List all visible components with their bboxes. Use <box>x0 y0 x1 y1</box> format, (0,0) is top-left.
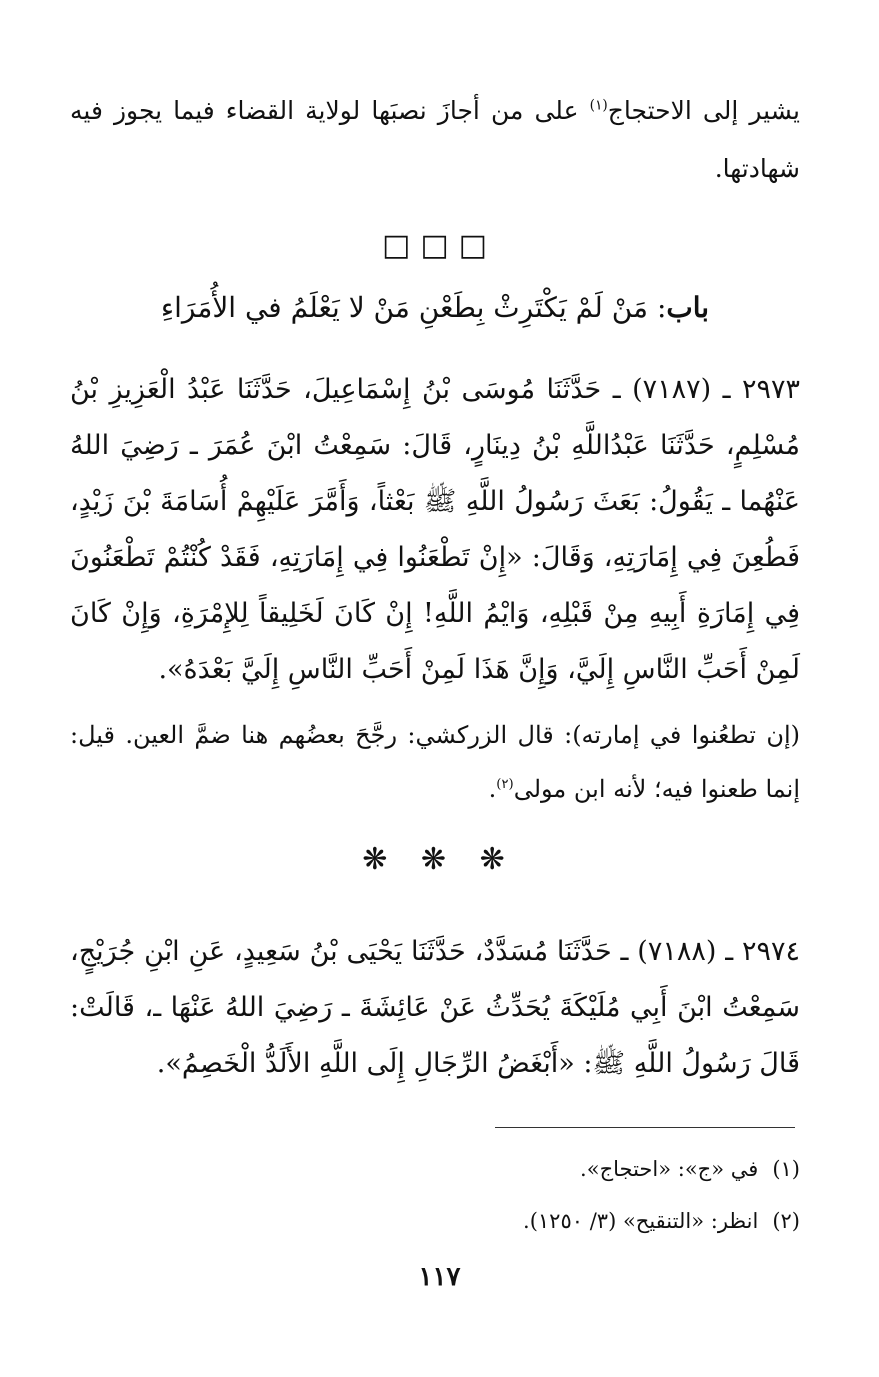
page-number: ١١٧ <box>418 1262 461 1292</box>
commentary-text-part2: . <box>488 775 497 803</box>
footnote-number: (١) <box>772 1157 800 1181</box>
hadith-paragraph-2974: ٢٩٧٤ ـ (٧١٨٨) ـ حَدَّثَنَا مُسَدَّدٌ، حَدَّثَنَا يَحْيَى بْنُ سَعِيدٍ، عَنِ ابْنِ جُرَيْجٍ، سَمِعْتُ ابْنَ أَبِي مُلَيْكَةَ يُحَدِّثُ عَنْ عَائِشَةَ ـ رَضِيَ اللهُ عَنْهَا ـ، قَالَتْ: قَالَ رَسُولُ اللَّهِ ﷺ: «أَبْغَضُ الرِّجَالِ إِلَى اللَّهِ الأَلَدُّ الْخَصِمُ». <box>70 936 801 1079</box>
commentary-paragraph <box>70 708 800 816</box>
footnote-marker-2: (٢) <box>496 777 514 792</box>
intro-text-part1: يشير إلى الاحتجاج <box>607 96 800 125</box>
footnote-divider <box>495 1127 795 1128</box>
footnote-number: (٢) <box>772 1209 800 1233</box>
section-separator-stars: ❋ ❋ ❋ <box>362 842 517 877</box>
chapter-title: : مَنْ لَمْ يَكْتَرِثْ بِطَعْنِ مَنْ لا يَعْلَمُ في الأُمَرَاءِ <box>160 291 667 324</box>
chapter-bab-label: باب <box>666 291 710 324</box>
footnote-text: في «ج»: «احتجاج». <box>580 1157 759 1181</box>
footnote-marker-1: (١) <box>589 97 608 114</box>
chapter-heading <box>70 288 800 328</box>
footnote-1 <box>70 1143 800 1195</box>
hadith-paragraph-2973: ٢٩٧٣ ـ (٧١٨٧) ـ حَدَّثَنَا مُوسَى بْنُ إِسْمَاعِيلَ، حَدَّثَنَا عَبْدُ الْعَزِيزِ بْنُ مُسْلِمٍ، حَدَّثَنَا عَبْدُاللَّهِ بْنُ دِينَارٍ، قَالَ: سَمِعْتُ ابْنَ عُمَرَ ـ رَضِيَ اللهُ عَنْهُما ـ يَقُولُ: بَعَثَ رَسُولُ اللَّهِ ﷺ بَعْثاً، وَأَمَّرَ عَلَيْهِمْ أُسَامَةَ بْنَ زَيْدٍ، فَطُعِنَ فِي إِمَارَتِهِ، وَقَالَ: «إِنْ تَطْعَنُوا فِي إِمَارَتِهِ، فَقَدْ كُنْتُمْ تَطْعَنُونَ فِي إِمَارَةِ أَبِيهِ مِنْ قَبْلِهِ، وَايْمُ اللَّهِ! إِنْ كَانَ لَخَلِيقاً لِلإِمْرَةِ، وَإِنْ كَانَ لَمِنْ أَحَبِّ النَّاسِ إِلَيَّ، وَإِنَّ هَذَا لَمِنْ أَحَبِّ النَّاسِ إِلَيَّ بَعْدَهُ». <box>70 374 800 685</box>
footnotes-section <box>70 1143 800 1247</box>
footnote-text: انظر: «التنقيح» (٣/ ١٢٥٠). <box>523 1209 759 1233</box>
section-separator-boxes: □□□ <box>381 228 498 263</box>
intro-paragraph <box>70 82 800 198</box>
intro-text-part2: على من أجازَ نصبَها لولاية القضاء فيما يجوز فيه شهادتها. <box>70 96 800 183</box>
footnote-2 <box>70 1195 800 1247</box>
commentary-text-part1: (إن تطعُنوا في إمارته): قال الزركشي: رجَّحَ بعضُهم هنا ضمَّ العين. قيل: إنما طعنوا فيه؛ لأنه ابن مولى <box>70 721 800 803</box>
